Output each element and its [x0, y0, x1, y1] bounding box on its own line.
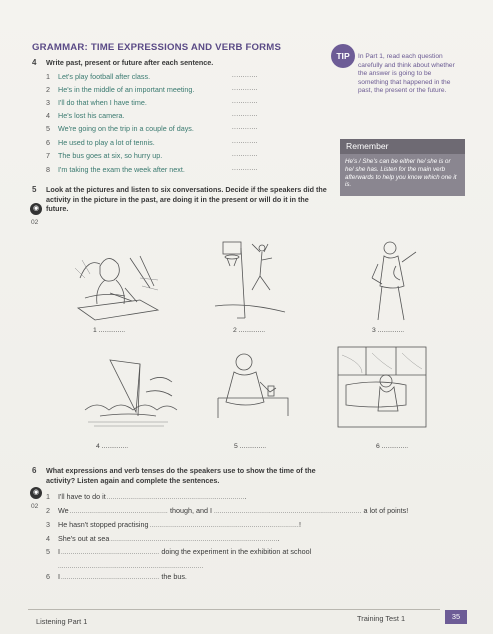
q6-item-5 — [46, 547, 311, 556]
q6-item-6 — [46, 572, 187, 581]
q6-item-text-middle: . — [277, 534, 280, 543]
footer-divider — [28, 609, 440, 610]
q6-item-text-middle: the bus. — [159, 572, 187, 581]
page-number: 35 — [445, 610, 467, 624]
q4-item-2 — [46, 85, 194, 94]
q4-item-3 — [46, 98, 147, 107]
q6-instruction: What expressions and verb tenses do the speakers use to show the time of the activity? Listen again and complete the sentences. — [46, 466, 316, 485]
q4-answer-blank-1[interactable]: ............ — [232, 73, 259, 79]
q5-number: 5 — [32, 185, 37, 194]
q6-item-text-start: He hasn't stopped practising — [58, 520, 149, 529]
q6-item-blank-1[interactable]: ............................................................................ — [149, 523, 299, 529]
picture-5-label[interactable]: 5 .............. — [234, 443, 267, 450]
q4-answer-blank-4[interactable]: ............ — [232, 112, 259, 118]
picture-2-label[interactable]: 2 .............. — [233, 327, 266, 334]
q5-instruction: Look at the pictures and listen to six conversations. Decide if the speakers did the activity in the picture in the past, are doing it in the present or will do it in the future. — [46, 185, 327, 213]
picture-6-bus — [336, 345, 431, 435]
q4-instruction: Write past, present or future after each sentence. — [46, 58, 214, 67]
q4-answer-blank-8[interactable]: ............ — [232, 166, 259, 172]
q6-item-blank-1[interactable]: .................................................. — [61, 575, 160, 581]
q6-item-text-start: We — [58, 506, 69, 515]
q6-item-text-start: I — [58, 572, 60, 581]
q6-item-blank-2[interactable]: ........................................................................... — [213, 509, 362, 515]
picture-6-label[interactable]: 6 .............. — [376, 443, 409, 450]
tip-text: In Part 1, read each question carefully and think about whether the answer is going to be something that happened in the past, the present or the future. — [358, 53, 455, 95]
q4-number: 4 — [32, 58, 37, 67]
q4-item-5 — [46, 124, 194, 133]
q6-item-number: 5 — [46, 547, 50, 556]
remember-heading: Remember — [340, 139, 465, 154]
q6-item-text-end: a lot of points! — [361, 506, 409, 515]
q6-item-text-middle: though, and I — [168, 506, 214, 515]
headphones-icon[interactable]: ◉ — [30, 203, 42, 215]
q4-item-number: 2 — [46, 85, 50, 94]
picture-2-basketball — [205, 236, 300, 324]
headphones-icon[interactable]: ◉ — [30, 487, 42, 499]
q6-number: 6 — [32, 466, 37, 475]
q6-item-number: 6 — [46, 572, 50, 581]
q4-item-4 — [46, 111, 124, 120]
q5-track-number: 02 — [31, 219, 39, 226]
picture-1-label[interactable]: 1 .............. — [93, 327, 126, 334]
q4-answer-blank-5[interactable]: ............ — [232, 125, 259, 131]
q6-item-blank-1[interactable]: .................................................. — [69, 509, 169, 515]
q6-item-number: 2 — [46, 506, 50, 515]
picture-4-sailing — [80, 350, 180, 432]
q4-item-number: 4 — [46, 111, 50, 120]
q4-item-number: 1 — [46, 72, 50, 81]
q6-item-text-start: She's out at sea — [58, 534, 110, 543]
q4-item-6 — [46, 138, 155, 147]
q6-item-text-start: I'll have to do it — [58, 492, 106, 501]
q4-item-number: 6 — [46, 138, 50, 147]
q6-item-number: 1 — [46, 492, 50, 501]
picture-3-violinist — [362, 238, 422, 326]
q4-item-text: He's lost his camera. — [58, 111, 125, 120]
q6-item-number: 4 — [46, 534, 50, 543]
q6-item-3 — [46, 520, 301, 529]
q6-item-blank-1[interactable]: ..................................................................................... — [110, 537, 278, 543]
q4-item-number: 7 — [46, 151, 50, 160]
q6-item-4 — [46, 534, 280, 543]
q6-item-text-middle: ! — [298, 520, 301, 529]
q6-item-blank-1[interactable]: .................................................. — [61, 550, 160, 556]
picture-3-label[interactable]: 3 .............. — [372, 327, 405, 334]
q4-item-text: He's in the middle of an important meeting. — [58, 85, 195, 94]
q6-item-2 — [46, 506, 408, 515]
q6-item-blank-1[interactable]: ...................................................................... — [106, 495, 245, 501]
q4-item-number: 8 — [46, 165, 50, 174]
q4-item-text: Let's play football after class. — [58, 72, 151, 81]
q6-item-number: 3 — [46, 520, 50, 529]
q4-item-text: The bus goes at six, so hurry up. — [58, 151, 163, 160]
q4-item-text: I'm taking the exam the week after next. — [58, 165, 185, 174]
q4-item-number: 5 — [46, 124, 50, 133]
q4-item-number: 3 — [46, 98, 50, 107]
q4-answer-blank-7[interactable]: ............ — [232, 152, 259, 158]
q6-item-text-middle: doing the experiment in the exhibition at school — [159, 547, 312, 556]
q4-answer-blank-3[interactable]: ............ — [232, 99, 259, 105]
q6-item-text-start: I — [58, 547, 60, 556]
q6-item-5-continuation[interactable]: .......................................................................... — [58, 564, 204, 570]
q4-answer-blank-2[interactable]: ............ — [232, 86, 259, 92]
remember-text: He's / She's can be either he/ she is or he/ she has. Listen for the main verb afterwards to help you know which one it is. — [340, 154, 465, 196]
picture-1-woman-writing — [70, 238, 165, 323]
q6-item-1 — [46, 492, 246, 501]
q4-answer-blank-6[interactable]: ............ — [232, 139, 259, 145]
q6-track-number: 02 — [31, 503, 39, 510]
picture-4-label[interactable]: 4 .............. — [96, 443, 129, 450]
q4-item-text: I'll do that when I have time. — [58, 98, 147, 107]
q6-item-text-middle: . — [244, 492, 247, 501]
footer-test-name: Training Test 1 — [357, 614, 406, 623]
picture-5-experiment — [206, 348, 301, 430]
q4-item-text: We're going on the trip in a couple of days. — [58, 124, 194, 133]
footer-section-name: Listening Part 1 — [36, 617, 88, 626]
q4-item-7 — [46, 151, 162, 160]
q4-item-text: He used to play a lot of tennis. — [58, 138, 155, 147]
q4-item-8 — [46, 165, 185, 174]
tip-badge: TIP — [331, 44, 355, 68]
section-title: GRAMMAR: TIME EXPRESSIONS AND VERB FORMS — [32, 42, 282, 53]
q4-item-1 — [46, 72, 150, 81]
